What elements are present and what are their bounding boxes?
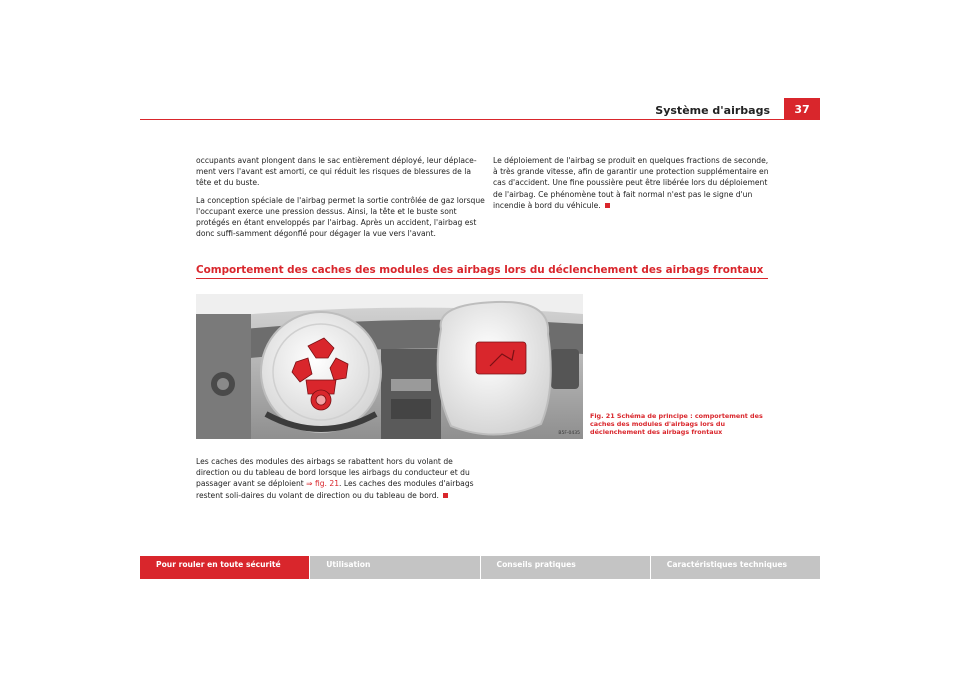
header-rule (140, 119, 820, 120)
footer-tab-tips[interactable]: Conseils pratiques (481, 556, 650, 579)
paragraph: La conception spéciale de l'airbag permet la sortie contrôlée de gaz lorsque l'occupant exerce une pression dessus. Ainsi, la tête et le buste sont protégés en étant enveloppés par l'airbag. Après un accident, l'airbag est donc suffi-samment dégonflé pour dégager la vue vers l'avant. (196, 195, 485, 239)
footer-tab-technical-data[interactable]: Caractéristiques techniques (651, 556, 820, 579)
airbag-figure (196, 294, 583, 439)
end-of-section-icon (443, 493, 448, 498)
footer-nav (140, 556, 820, 579)
driver-airbag (261, 312, 381, 432)
page-number-badge: 37 (784, 98, 820, 120)
paragraph: Les caches des modules des airbags se rabattent hors du volant de direction ou du tableau de bord lorsque les airbags du conducteur et du passager avant se déploient ⇒ fig. 21. Les caches des modules d'airbags restent soli-daires du volant de direction ou du tableau de bord. (196, 457, 474, 500)
footer-tab-safety[interactable]: Pour rouler en toute sécurité (140, 556, 309, 579)
text-column-top-right (493, 155, 773, 217)
passenger-airbag-cover-icon (476, 342, 526, 374)
figure-code: B5F-0435 (558, 431, 580, 436)
figure-caption: Fig. 21 Schéma de principe : comportement des caches des modules d'airbags lors du déclenchement des airbags frontaux (590, 412, 763, 437)
section-rule (196, 278, 768, 279)
footer-tab-operation[interactable]: Utilisation (310, 556, 479, 579)
paragraph: occupants avant plongent dans le sac entièrement déployé, leur déplace-ment vers l'avant est amorti, ce qui réduit les risques de blessures de la tête et du buste. (196, 156, 477, 188)
text-column-top-left (196, 155, 486, 245)
page-header-title: Système d'airbags (655, 104, 770, 117)
paragraph: Le déploiement de l'airbag se produit en quelques fractions de seconde, à très grande vitesse, afin de garantir une protection supplémentaire en cas d'accident. Une fine poussière peut être libérée lors du déploiement de l'airbag. Ce phénomène tout à fait normal n'est pas le signe d'un incendie à bord du véhicule. (493, 156, 769, 210)
end-of-section-icon (605, 203, 610, 208)
center-console (381, 349, 441, 439)
text-column-bottom-left (196, 456, 486, 507)
figure-reference-link[interactable]: ⇒ fig. 21 (306, 479, 340, 489)
section-title: Comportement des caches des modules des airbags lors du déclenchement des airbags frontaux (196, 264, 764, 276)
